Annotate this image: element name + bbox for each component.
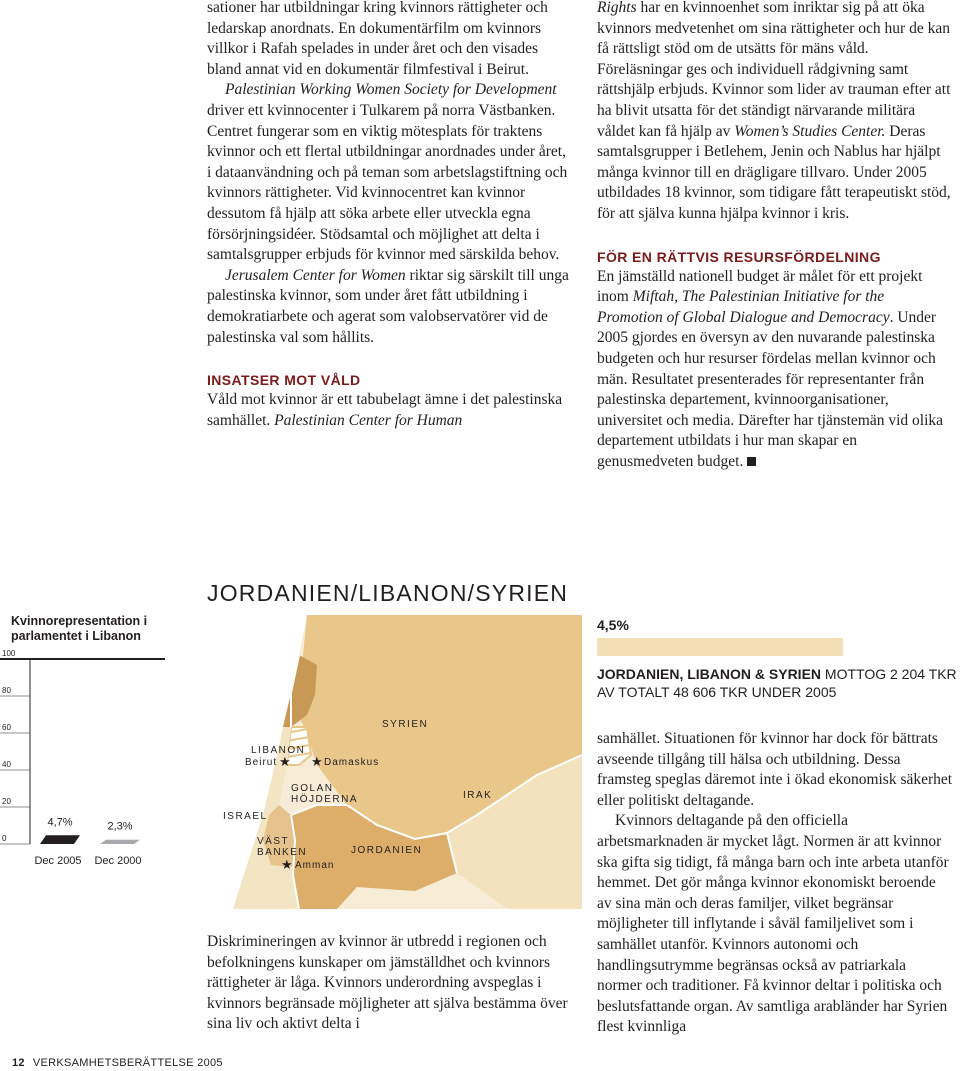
organization-name: Miftah, The Palestinian Initiative for the Promotion of Global Dialogue and Democracy bbox=[597, 288, 890, 326]
section-heading: FÖR EN RÄTTVIS RESURSFÖRDELNING bbox=[597, 248, 881, 265]
capital-star-icon: ★ bbox=[311, 755, 323, 770]
footer-text: VERKSAMHETSBERÄTTELSE 2005 bbox=[32, 1057, 223, 1069]
chart-bar bbox=[40, 835, 80, 844]
map-label-jordan: JORDANIEN bbox=[351, 845, 423, 856]
paragraph: Diskrimineringen av kvinnor är utbredd i regionen och befolkningens kunskaper om jämställdhet och kvinnors rättigheter är låga. Kvinnors underordning avspeglas i kvinnors begränsade möjligheter att själva bestämma över sina liv och aktivt delta i bbox=[207, 933, 568, 1033]
map-title: JORDANIEN/LIBANON/SYRIEN bbox=[207, 580, 569, 606]
organization-name: Jerusalem Center for Women bbox=[225, 266, 406, 284]
column-left bbox=[207, 0, 573, 431]
map-label-golan: HÖJDERNA bbox=[291, 794, 359, 805]
map-label-golan: GOLAN bbox=[291, 783, 334, 794]
paragraph: Palestinian Working Women Society for Development driver ett kvinnocenter i Tulkarem på norra Västbanken. Centret fungerar som en viktig mötesplats för traktens kvinnor och ett flertal utbildningar anordnades under året, i dataanvändning och på teman som arbetslagstiftning och kvinnors rättigheter. Vid kvinnocentret kan kvinnor dessutom få hjälp att söka arbete eller utveckla egna försörjningsidéer. Stödsamtal och möjlighet att delta i samtalsgrupper erbjuds för kvinnor med särskilda behov. bbox=[207, 81, 568, 264]
capital-star-icon: ★ bbox=[279, 755, 291, 770]
organization-name: Palestinian Center for Human bbox=[274, 411, 463, 429]
y-tick-label: 40 bbox=[2, 760, 11, 769]
budget-statement bbox=[597, 665, 957, 701]
map-label-west-bank: BANKEN bbox=[257, 847, 308, 858]
paragraph: sationer har utbildningar kring kvinnors rättigheter och ledarskap anordnats. En dokumentärfilm om kvinnors villkor i Rafah spelades in under året och den visades bland annat vid en dokumentär filmfestival i Beirut. bbox=[207, 0, 548, 78]
y-tick-label: 60 bbox=[2, 723, 11, 732]
column-right bbox=[597, 0, 953, 472]
map-label-damascus: Damaskus bbox=[324, 757, 380, 768]
map-label-syria: SYRIEN bbox=[382, 719, 429, 730]
y-tick-label: 0 bbox=[2, 834, 7, 843]
y-tick-label: 20 bbox=[2, 797, 11, 806]
chart-bar bbox=[100, 840, 140, 844]
budget-bar bbox=[597, 638, 843, 656]
region-map bbox=[207, 615, 582, 909]
category-label: Dec 2005 bbox=[34, 855, 82, 867]
end-mark-icon bbox=[747, 457, 756, 466]
map-label-beirut: Beirut bbox=[245, 757, 278, 768]
category-label: Dec 2000 bbox=[94, 855, 142, 867]
organization-name: Rights bbox=[597, 0, 637, 16]
page-number: 12 bbox=[12, 1057, 25, 1069]
map-label-iraq: IRAK bbox=[463, 790, 493, 801]
budget-region: JORDANIEN, LIBANON & SYRIEN bbox=[597, 666, 822, 682]
bar-value-label: 2,3% bbox=[107, 820, 133, 833]
paragraph: Jerusalem Center for Women riktar sig särskilt till unga palestinska kvinnor, som under året fått utbildning i demokratiarbete och agerat som valobservatörer vid de palestinska val som hållits. bbox=[207, 266, 569, 346]
paragraph: Våld mot kvinnor är ett tabubelagt ämne i det palestinska samhället. Palestinian Center for Human bbox=[207, 391, 563, 429]
capital-star-icon: ★ bbox=[281, 858, 293, 873]
budget-percent: 4,5% bbox=[597, 617, 629, 633]
page-footer bbox=[12, 1057, 223, 1069]
map-label-lebanon: LIBANON bbox=[251, 745, 306, 756]
map-label-amman: Amman bbox=[295, 860, 335, 871]
paragraph: En jämställd nationell budget är målet för ett projekt inom Miftah, The Palestinian Initiative for the Promotion of Global Dialogue and Democracy. Under 2005 gjordes en översyn av den nuvarande palestinska budgeten och hur resurser fördelas mellan kvinnor och män. Resultatet presenterades för representanter från palestinska departement, kvinnoorganisationer, universitet och media. Därefter har tjänstemän vid olika departement utbildats i hur man skapar en genusmedveten budget. bbox=[597, 267, 944, 470]
map-label-west-bank: VÄST bbox=[257, 836, 290, 847]
budget-amount: MOTTOG 2 204 TKR AV TOTALT 48 606 TKR UNDER 2005 bbox=[597, 666, 957, 700]
paragraph: Rights har en kvinnoenhet som inriktar sig på att öka kvinnors medvetenhet om sina rättigheter och hur de kan få rättsligt stöd om de utsätts för mäns våld. Föreläsningar ges och individuell rådgivning samt rättshjälp erbjuds. Kvinnor som lider av trauman efter att ha blivit utsatta för det ständigt närvarande militära våldet kan få hjälp av Women’s Studies Center. Deras samtalsgrupper i Betlehem, Jenin och Nablus har hjälpt många kvinnor till en drägligare tillvaro. Under 2005 utbildades 18 kvinnor, som tidigare fått terapeutiskt stöd, för att själva kunna hjälpa kvinnor i kris. bbox=[597, 0, 951, 222]
bar-value-label: 4,7% bbox=[47, 816, 73, 829]
chart-svg bbox=[0, 612, 170, 872]
y-tick-label: 80 bbox=[2, 686, 11, 695]
y-tick-label: 100 bbox=[2, 649, 16, 658]
column-bottom-right bbox=[597, 729, 953, 1038]
paragraph: samhället. Situationen för kvinnor har dock för bättrats avseende tillgång till hälsa och utbildning. Dessa framsteg speglas däremot inte i ökad ekonomisk säkerhet eller politiskt deltagande. bbox=[597, 730, 953, 809]
section-heading: INSATSER MOT VÅLD bbox=[207, 372, 361, 389]
chart-title: Kvinnorepresentation i parlamentet i Libanon bbox=[11, 614, 148, 643]
organization-name: Women’s Studies Center. bbox=[734, 122, 886, 140]
parliament-chart bbox=[0, 612, 170, 872]
map-label-israel: ISRAEL bbox=[223, 811, 268, 822]
paragraph: Kvinnors deltagande på den officiella arbetsmarknaden är mycket lågt. Normen är att kvinnor ska gifta sig tidigt, få många barn och inte arbeta utanför hemmet. Det gör många kvinnor ekonomiskt beroende av sina män och deras familjer, vilket begränsar möjligheter till inflytande i såväl familjelivet som i samhället utanför. Kvinnors autonomi och handlingsutrymme begränsas också av patriarkala normer och traditioner. Få kvinnor deltar i politiska och beslutsfattande organ. Av samtliga arabländer har Syrien flest kvinnliga bbox=[597, 812, 949, 1036]
below-map-text bbox=[207, 932, 573, 1035]
organization-name: Palestinian Working Women Society for Development bbox=[225, 81, 557, 99]
budget-bar-track bbox=[597, 638, 843, 656]
